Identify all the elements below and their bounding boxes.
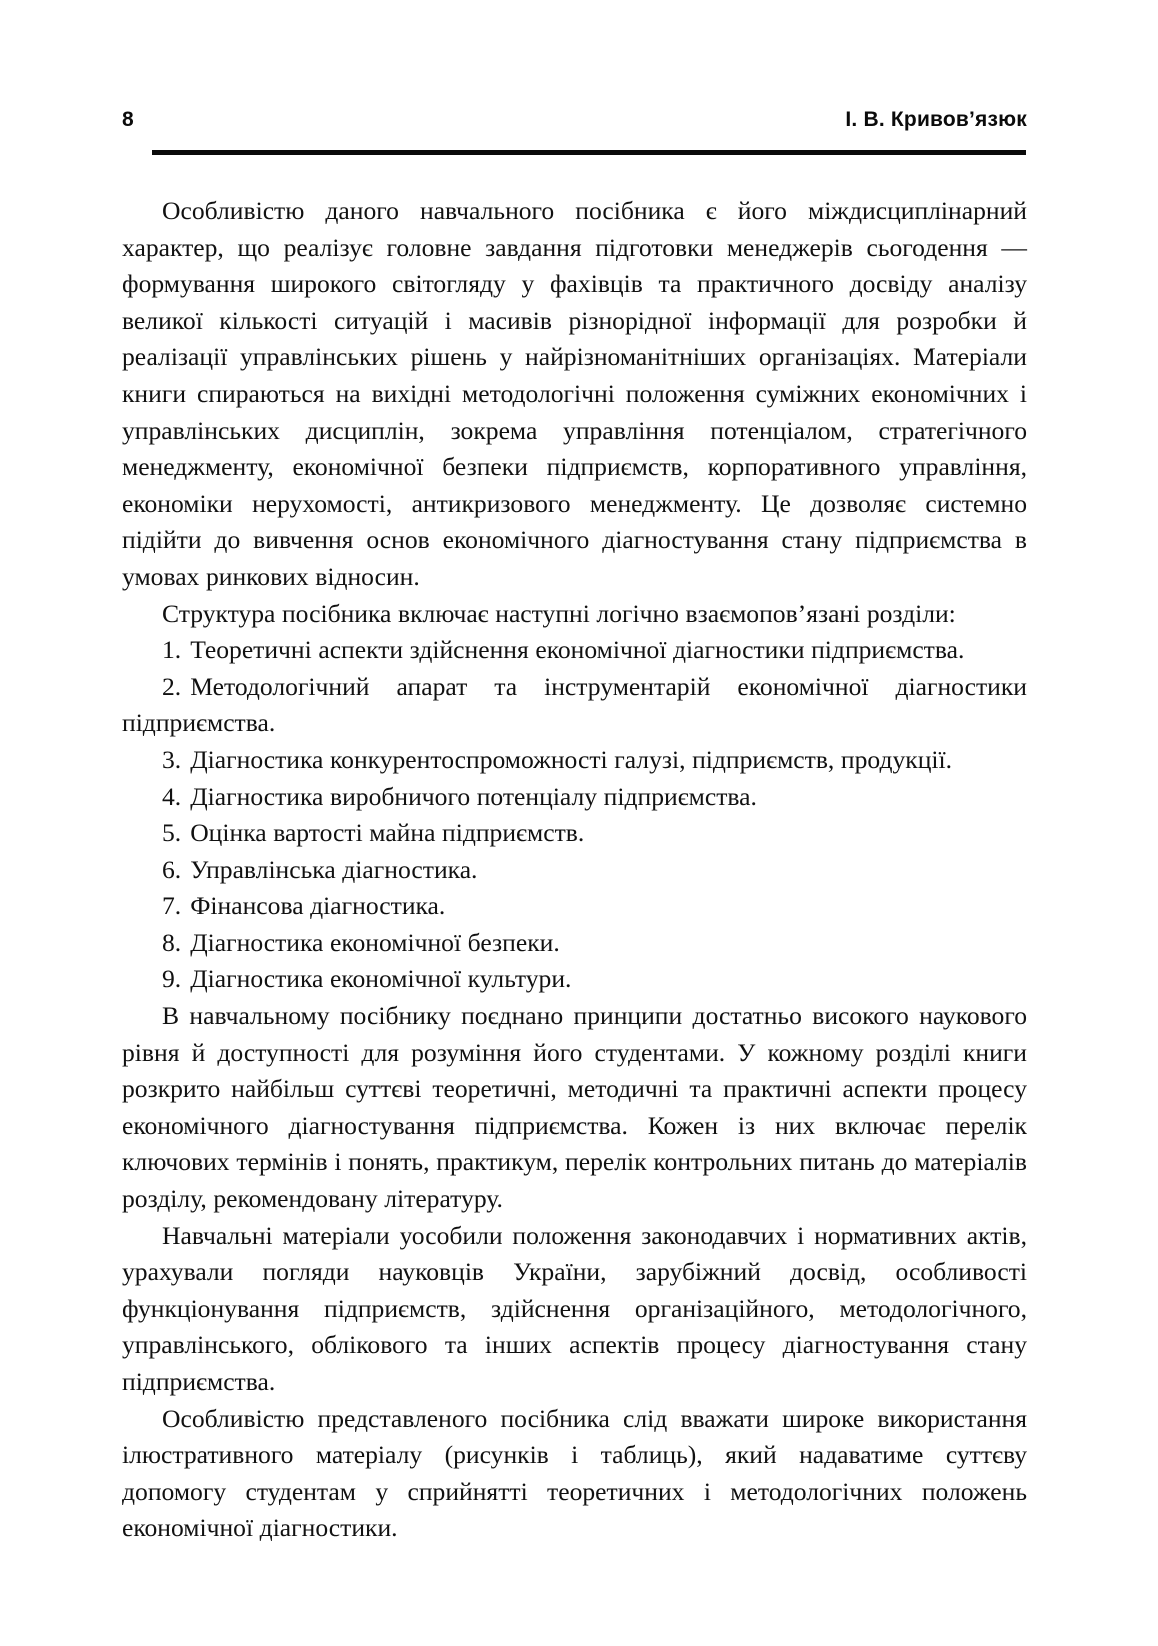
list-item	[122, 669, 1027, 742]
list-item-number: 7.	[162, 891, 182, 921]
list-item	[122, 779, 1027, 816]
list-item-number: 2.	[162, 671, 182, 701]
list-item	[122, 742, 1027, 779]
list-item-label: Діагностика економічної безпеки.	[190, 927, 560, 957]
list-item-number: 1.	[162, 635, 182, 665]
list-item	[122, 888, 1027, 925]
running-title-author: І. В. Кривов’язюк	[845, 108, 1027, 131]
page-number: 8	[122, 108, 134, 131]
list-item	[122, 925, 1027, 962]
list-item	[122, 961, 1027, 998]
list-item-label: Теоретичні аспекти здійснення економічної діагностики підприємства.	[190, 635, 965, 665]
paragraph-illustrative-material: Особливістю представленого посібника слід вважати широке використання ілюстративного матеріалу (рисунків і таблиць), який надаватиме суттєву допомогу студентам у сприйнятті теоретичних і методологічних положень економічної діагностики.	[122, 1403, 1027, 1543]
list-item-label: Діагностика виробничого потенціалу підприємства.	[190, 781, 757, 811]
paragraph-legislative-materials: Навчальні матеріали уособили положення законодавчих і нормативних актів, урахували погляди науковців України, зарубіжний досвід, особливості функціонування підприємств, здійснення організаційного, методологічного, управлінського, облікового та інших аспектів процесу діагностування стану підприємства.	[122, 1220, 1027, 1396]
list-item-label: Управлінська діагностика.	[190, 854, 478, 884]
sections-list	[122, 632, 1027, 998]
list-item-number: 8.	[162, 927, 182, 957]
list-item-label: Фінансова діагностика.	[190, 891, 446, 921]
list-item-number: 6.	[162, 854, 182, 884]
list-item-label: Методологічний апарат та інструментарій економічної діагностики підприємства.	[122, 671, 1027, 738]
running-head	[122, 108, 1027, 154]
list-item-number: 4.	[162, 781, 182, 811]
paragraph-scientific-level: В навчальному посібнику поєднано принципи достатньо високого наукового рівня й доступності для розуміння його студентами. У кожному розділі книги розкрито найбільш суттєві теоретичні, методичні та практичні аспекти процесу економічного діагностування підприємства. Кожен із них включає перелік ключових термінів і понять, практикум, перелік контрольних питань до матеріалів розділу, рекомендовану літературу.	[122, 1001, 1027, 1214]
paragraph-structure-lead-in: Структура посібника включає наступні логічно взаємопов’язані розділи:	[162, 598, 956, 628]
list-item-label: Діагностика економічної культури.	[190, 964, 572, 994]
paragraph-intro-characteristics: Особливістю даного навчального посібника є його міждисциплінарний характер, що реалізує головне завдання підготовки менеджерів сьогодення — формування широкого світогляду у фахівців та практичного досвіду аналізу великої кількості ситуацій і масивів різнорідної інформації для розробки й реалізації управлінських рішень у найрізноманітніших організаціях. Матеріали книги спираються на вихідні методологічні положення суміжних економічних і управлінських дисциплін, зокрема управління потенціалом, стратегічного менеджменту, економічної безпеки підприємств, корпоративного управління, економіки нерухомості, антикризового менеджменту. Це дозволяє системно підійти до вивчення основ економічного діагностування стану підприємства в умовах ринкових відносин.	[122, 196, 1027, 591]
list-item	[122, 852, 1027, 889]
running-head-row	[122, 108, 1027, 132]
list-item-number: 3.	[162, 744, 182, 774]
list-item-label: Діагностика конкурентоспроможності галузі, підприємств, продукції.	[190, 744, 953, 774]
list-item	[122, 815, 1027, 852]
list-item-label: Оцінка вартості майна підприємств.	[190, 818, 585, 848]
list-item-number: 5.	[162, 818, 182, 848]
list-item-number: 9.	[162, 964, 182, 994]
header-rule	[152, 150, 1026, 155]
body-text	[122, 193, 1027, 1547]
list-item	[122, 632, 1027, 669]
